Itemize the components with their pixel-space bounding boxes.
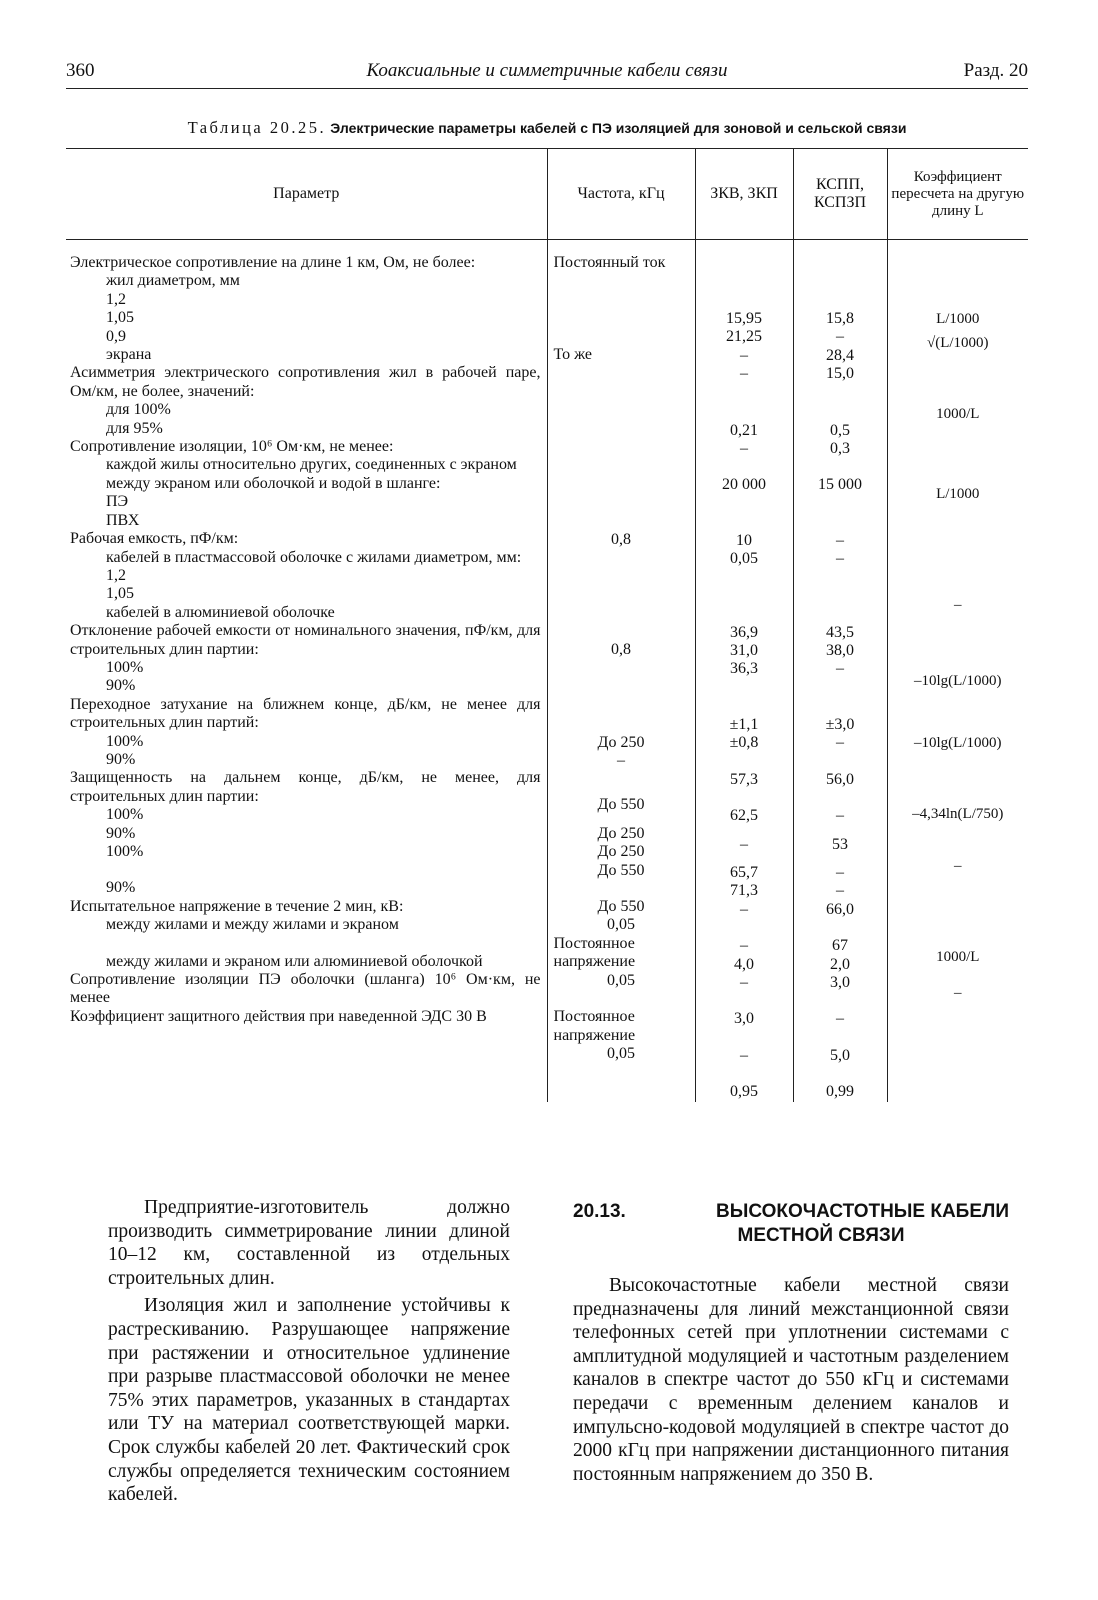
- freq-cell: Постоянное напряжение: [553, 934, 636, 971]
- param-cell: 1,2: [106, 290, 126, 308]
- section-heading: [573, 1200, 1009, 1248]
- param-cell: 90%: [106, 750, 136, 768]
- coef-cell: –: [954, 596, 962, 613]
- kspp-cell: –: [836, 863, 844, 881]
- param-cell: ПЭ: [106, 493, 129, 511]
- param-cell: 90%: [106, 824, 136, 842]
- paragraph: Предприятие-изготовитель должно производить симметрирование линии длиной 10–12 км, составленной из отдельных строительных длин.: [108, 1197, 510, 1289]
- section-title-line2: МЕСТНОЙ СВЯЗИ: [737, 1225, 905, 1246]
- freq-cell: До 550: [597, 898, 645, 916]
- freq-cell: До 550: [597, 861, 645, 879]
- param-cell: Сопротивление изоляции, 10⁶ Ом·км, не менее:: [70, 438, 394, 456]
- coef-cell: √(L/1000): [926, 335, 989, 352]
- kspp-cell: 53: [832, 835, 848, 853]
- zkv-cell: –: [740, 346, 748, 364]
- kspp-cell: 15,0: [826, 365, 854, 383]
- table-body-row: [66, 240, 1028, 1102]
- zkv-cell: 20 000: [722, 476, 766, 494]
- param-cell: 100%: [106, 806, 144, 824]
- coef-cell: –4,34ln(L/750): [912, 805, 1004, 822]
- param-cell: Переходное затухание на ближнем конце, дБ/км, не менее для строительных длин партий:: [70, 695, 541, 732]
- zkv-cell: 0,95: [730, 1083, 758, 1101]
- zkv-cell: 57,3: [730, 770, 758, 788]
- zkv-cell: –: [740, 937, 748, 955]
- freq-cell: То же: [553, 346, 593, 364]
- header-zkv: ЗКВ, ЗКП: [695, 149, 793, 240]
- param-cell: 1,05: [106, 309, 134, 327]
- frequency-column: [547, 240, 695, 1102]
- freq-cell: До 250: [597, 843, 645, 861]
- kspp-cell: –: [836, 734, 844, 752]
- param-cell: между жилами и между жилами и экраном: [106, 916, 399, 934]
- kspp-cell: 0,3: [830, 440, 850, 458]
- freq-cell: 0,05: [607, 916, 635, 934]
- kspp-cell: 5,0: [830, 1046, 850, 1064]
- param-cell: для 95%: [106, 419, 163, 437]
- kspp-cell: –: [836, 550, 844, 568]
- zkv-cell: 71,3: [730, 882, 758, 900]
- param-cell: между жилами и экраном или алюминиевой оболочкой: [106, 952, 483, 970]
- kspp-cell: 38,0: [826, 642, 854, 660]
- kspp-cell: –: [836, 660, 844, 678]
- section-paragraph: Высокочастотные кабели местной связи предназначены для линий межстанционной связи телефонных сетей при уплотнении системами с амплитудной модуляцией и частотным разделением каналов в спектре частот до 550 кГц и системами передачи с временным делением каналов и импульсно-кодовой модуляцией в спектре частот до 2000 кГц при напряжении дистанционного питания постоянным напряжением до 350 В.: [573, 1275, 1009, 1485]
- freq-cell: –: [617, 752, 625, 770]
- table-caption-title: Электрические параметры кабелей с ПЭ изоляцией для зоновой и сельской связи: [330, 120, 907, 136]
- zkv-cell: ±1,1: [729, 715, 759, 733]
- freq-cell: 0,8: [611, 641, 631, 659]
- running-header: [66, 58, 1028, 89]
- coefficient-column: [887, 240, 1028, 1102]
- zkv-cell: 65,7: [730, 863, 758, 881]
- zkv-cell: 0,05: [730, 550, 758, 568]
- param-cell: Испытательное напряжение в течение 2 мин, кВ:: [70, 897, 404, 915]
- coef-cell: 1000/L: [936, 948, 980, 965]
- zkv-cell: –: [740, 440, 748, 458]
- kspp-column: [793, 240, 887, 1102]
- freq-cell: Постоянное напряжение: [553, 1008, 636, 1044]
- section-number: 20.13.: [573, 1201, 626, 1222]
- freq-cell: До 250: [597, 733, 645, 751]
- kspp-cell: 15 000: [818, 476, 862, 494]
- param-cell: 100%: [106, 843, 144, 860]
- freq-cell: 0,05: [607, 1044, 635, 1062]
- kspp-cell: 0,5: [830, 421, 850, 439]
- kspp-cell: –: [836, 1010, 844, 1028]
- param-cell: экрана: [106, 346, 152, 364]
- param-cell: 90%: [106, 677, 136, 695]
- parameter-column: [66, 240, 547, 1102]
- zkv-cell: –: [740, 973, 748, 991]
- zkv-cell: 3,0: [734, 1010, 754, 1028]
- zkv-column: [695, 240, 793, 1102]
- param-cell: Асимметрия электрического сопротивления жил в рабочей паре, Ом/км, не более, значений:: [70, 364, 541, 400]
- kspp-cell: 15,8: [826, 310, 854, 327]
- kspp-cell: 3,0: [830, 973, 850, 991]
- zkv-cell: 0,21: [730, 421, 758, 439]
- kspp-cell: 0,99: [826, 1083, 854, 1101]
- right-text-column: [573, 1200, 1009, 1486]
- param-cell: для 100%: [106, 401, 171, 419]
- section-title-line1: ВЫСОКОЧАСТОТНЫЕ КАБЕЛИ: [716, 1201, 1009, 1222]
- header-frequency: Частота, кГц: [547, 149, 695, 240]
- param-cell: 100%: [106, 658, 144, 676]
- parameters-table: [66, 148, 1028, 1102]
- kspp-cell: 66,0: [826, 900, 854, 918]
- freq-cell: 0,8: [611, 530, 631, 548]
- zkv-cell: –: [740, 1046, 748, 1064]
- kspp-cell: 2,0: [830, 955, 850, 973]
- freq-cell: До 250: [597, 824, 645, 842]
- param-cell: Коэффициент защитного действия при наведенной ЭДС 30 В: [70, 1007, 487, 1025]
- param-cell: жил диаметром, мм: [106, 272, 240, 290]
- coef-cell: –: [954, 985, 962, 1002]
- coef-cell: 1000/L: [936, 405, 980, 422]
- param-cell: 0,9: [106, 327, 126, 345]
- kspp-cell: 56,0: [826, 770, 854, 788]
- kspp-cell: 28,4: [826, 346, 854, 364]
- kspp-cell: –: [836, 882, 844, 900]
- param-cell: Электрическое сопротивление на длине 1 км, Ом, не более:: [70, 254, 476, 271]
- coef-cell: L/1000: [936, 486, 980, 503]
- header-parameter: Параметр: [66, 149, 547, 240]
- table-header-row: [66, 149, 1028, 240]
- param-cell: Сопротивление изоляции ПЭ оболочки (шланга) 10⁶ Ом·км, не менее: [70, 971, 541, 1007]
- param-cell: между экраном или оболочкой и водой в шланге:: [106, 474, 441, 492]
- zkv-cell: 36,9: [730, 623, 758, 641]
- section-label: Разд. 20: [963, 60, 1028, 81]
- header-coefficient: Коэффициент пересчета на другую длину L: [887, 149, 1028, 240]
- param-cell: Рабочая емкость, пФ/км:: [70, 530, 239, 548]
- kspp-cell: –: [836, 807, 844, 825]
- kspp-cell: –: [836, 328, 844, 346]
- zkv-cell: –: [740, 365, 748, 383]
- zkv-cell: 36,3: [730, 660, 758, 678]
- table-caption-label: Таблица 20.25.: [187, 118, 327, 137]
- param-cell: Защищенность на дальнем конце, дБ/км, не менее, для строительных длин партии:: [70, 769, 541, 805]
- zkv-cell: 21,25: [726, 328, 762, 346]
- param-cell: 90%: [106, 879, 136, 897]
- zkv-cell: 10: [736, 531, 752, 549]
- paragraph: Изоляция жил и заполнение устойчивы к растрескиванию. Разрушающее напряжение при растяжении и относительное удлинение при разрыве пластмассовой оболочки не менее 75% этих параметров, указанных в стандартах или ТУ на материал соответствующей марки. Срок службы кабелей 20 лет. Фактический срок службы определяется техническим состоянием кабелей.: [108, 1295, 510, 1506]
- param-cell: ПВХ: [106, 511, 140, 529]
- page-number: 360: [66, 60, 95, 81]
- kspp-cell: 67: [832, 937, 848, 955]
- coef-cell: –10lg(L/1000): [914, 673, 1002, 690]
- param-cell: кабелей в пластмассовой оболочке с жилами диаметром, мм:: [106, 548, 522, 566]
- kspp-cell: –: [836, 531, 844, 549]
- freq-cell: До 550: [597, 796, 645, 814]
- zkv-cell: –: [740, 835, 748, 853]
- zkv-cell: 62,5: [730, 807, 758, 825]
- param-cell: 1,05: [106, 585, 134, 603]
- zkv-cell: 15,95: [726, 310, 762, 327]
- zkv-cell: 31,0: [730, 642, 758, 660]
- coef-cell: –: [954, 858, 962, 875]
- param-cell: Отклонение рабочей емкости от номинального значения, пФ/км, для строительных длин партии:: [70, 622, 541, 658]
- zkv-cell: –: [740, 900, 748, 918]
- freq-cell: Постоянный ток: [553, 254, 666, 271]
- param-cell: 1,2: [106, 566, 126, 584]
- freq-cell: 0,05: [607, 971, 635, 989]
- coef-cell: –10lg(L/1000): [914, 735, 1002, 752]
- zkv-cell: ±0,8: [729, 734, 759, 752]
- table-caption: [66, 118, 1028, 138]
- running-title: Коаксиальные и симметричные кабели связи: [366, 60, 728, 81]
- kspp-cell: 43,5: [826, 623, 854, 641]
- coef-cell: L/1000: [936, 311, 980, 327]
- zkv-cell: 4,0: [734, 955, 754, 973]
- header-kspp: КСПП, КСПЗП: [793, 149, 887, 240]
- param-cell: 100%: [106, 732, 144, 750]
- left-text-column: [108, 1196, 510, 1507]
- param-cell: кабелей в алюминиевой оболочке: [106, 603, 335, 621]
- param-cell: каждой жилы относительно других, соединенных с экраном: [106, 456, 517, 474]
- kspp-cell: ±3,0: [825, 715, 855, 733]
